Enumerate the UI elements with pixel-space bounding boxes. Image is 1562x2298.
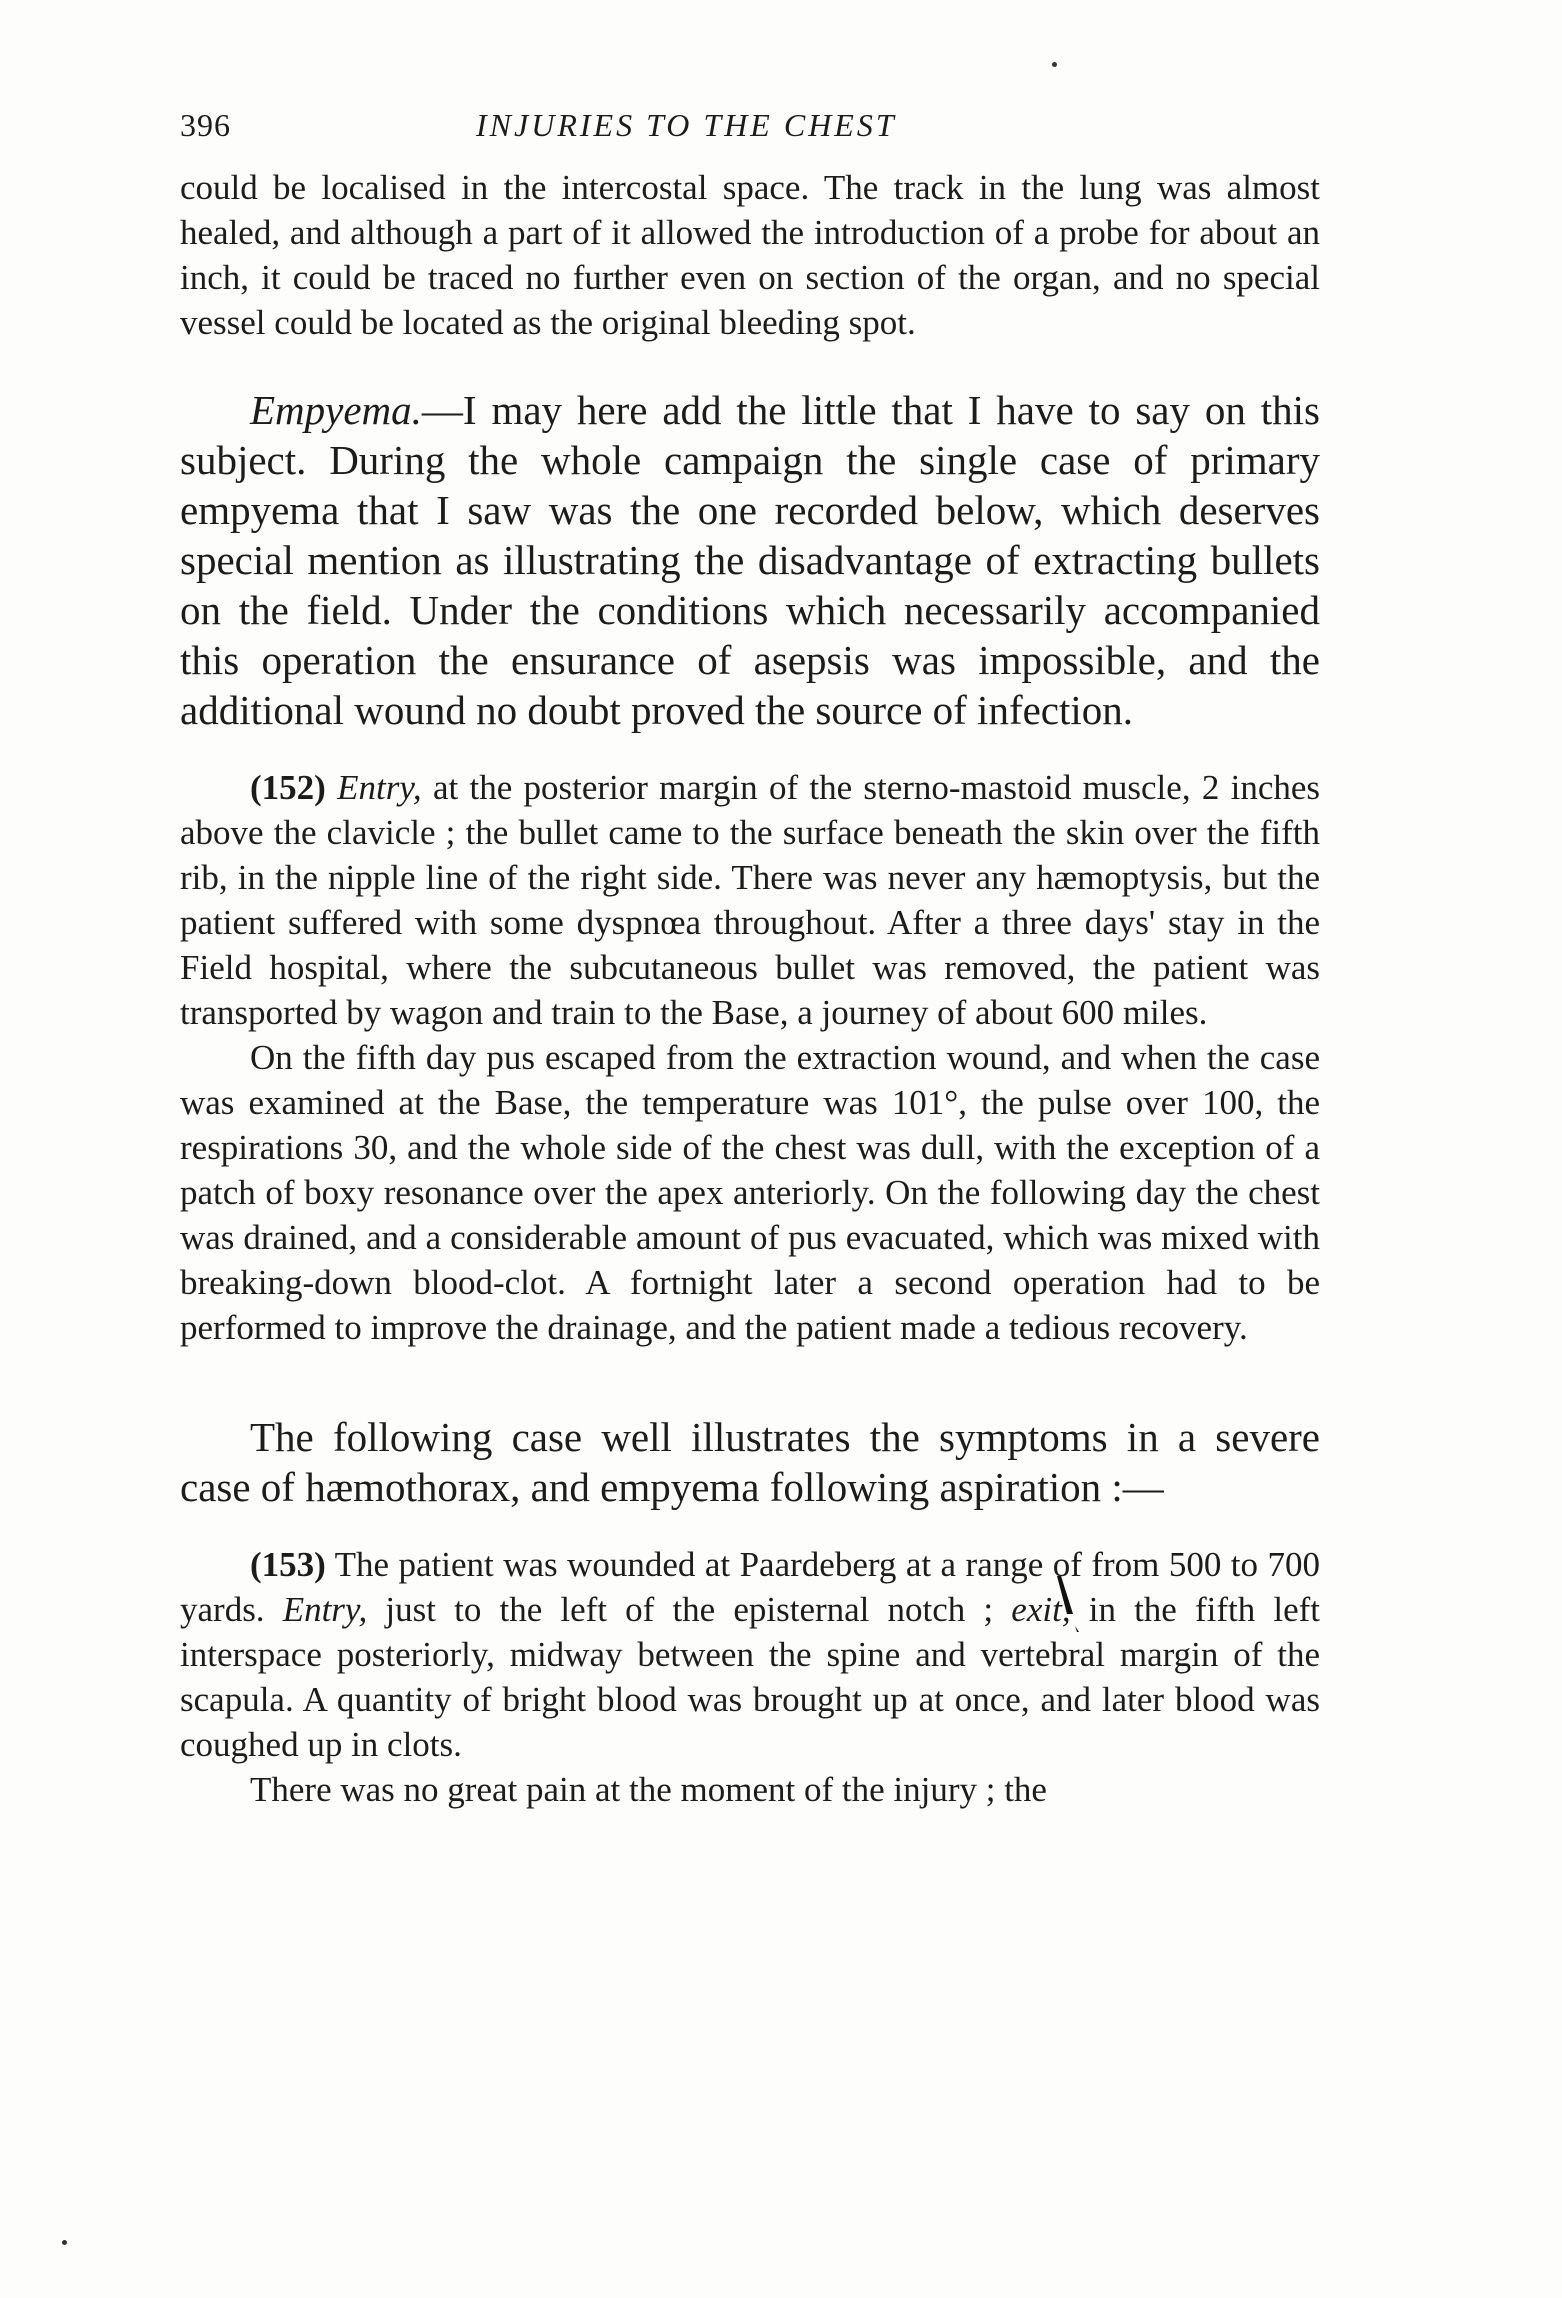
ink-mark-icon bbox=[1053, 1574, 1083, 1634]
paragraph-continuation: could be localised in the intercostal space. The track in the lung was almost healed, and although a part of it allowed the introduction of a probe for about an inch, it could be traced no further even on section of the organ, and no special vessel could be located as the original bleeding spot. bbox=[180, 168, 1320, 342]
print-speck-bottom bbox=[62, 2240, 67, 2245]
case-153-exit-label: exit, bbox=[1011, 1590, 1071, 1629]
page-header bbox=[180, 95, 1320, 165]
running-head: INJURIES TO THE CHEST bbox=[476, 107, 897, 143]
case-153-continuation: There was no great pain at the moment of the injury ; the bbox=[250, 1770, 1047, 1809]
case-153-intro: The following case well illustrates the symptoms in a severe case of hæmothorax, and empyema following aspiration :— bbox=[180, 1414, 1320, 1510]
empyema-heading: Empyema. bbox=[250, 387, 422, 433]
case-152-number: (152) bbox=[250, 768, 326, 807]
case-152 bbox=[180, 765, 1320, 1035]
case-153-text-2: just to the left of the episternal notch ; bbox=[367, 1590, 1012, 1629]
case-153-text-1: The patient was wounded at Paardeberg at a range of from 500 to 700 yards. bbox=[180, 1545, 1320, 1629]
case-152-text: at the posterior margin of the sterno-mastoid muscle, 2 inches above the clavicle ; the bullet came to the surface beneath the skin over the fifth rib, in the nipple line of the right side. There was never any hæmoptysis, but the patient suffered with some dyspnœa throughout. After a three days' stay in the Field hospital, where the subcutaneous bullet was removed, the patient was transported by wagon and train to the Base, a journey of about 600 miles. bbox=[180, 768, 1321, 1032]
empyema-section bbox=[180, 385, 1320, 735]
case-153-text-3: in the fifth left interspace posteriorly, midway between the spine and vertebral margin of the scapula. A quantity of bright blood was brought up at once, and later blood was coughed up in clots. bbox=[180, 1590, 1321, 1764]
book-page bbox=[180, 95, 1320, 1812]
case-153-entry-label: Entry, bbox=[282, 1590, 368, 1629]
empyema-text: —I may here add the little that I have to say on this subject. During the whole campaign the single case of primary empyema that I saw was the one recorded below, which deserves special mention as illustrating the disadvantage of extracting bullets on the field. Under the conditions which necessarily accompanied this operation the ensurance of asepsis was impossible, and the additional wound no doubt proved the source of infection. bbox=[180, 387, 1320, 733]
case-153-number: (153) bbox=[250, 1545, 326, 1584]
case-152-continuation: On the fifth day pus escaped from the extraction wound, and when the case was examined at the Base, the temperature was 101°, the pulse over 100, the respirations 30, and the whole side of the chest was dull, with the exception of a patch of boxy resonance over the apex anteriorly. On the following day the chest was drained, and a considerable amount of pus evacuated, which was mixed with breaking-down blood-clot. A fortnight later a second operation had to be performed to improve the drainage, and the patient made a tedious recovery. bbox=[180, 1038, 1320, 1347]
case-152-entry-label: Entry, bbox=[337, 768, 422, 807]
page-number: 396 bbox=[180, 107, 231, 143]
case-153 bbox=[180, 1542, 1320, 1767]
print-speck-top bbox=[1052, 62, 1057, 67]
